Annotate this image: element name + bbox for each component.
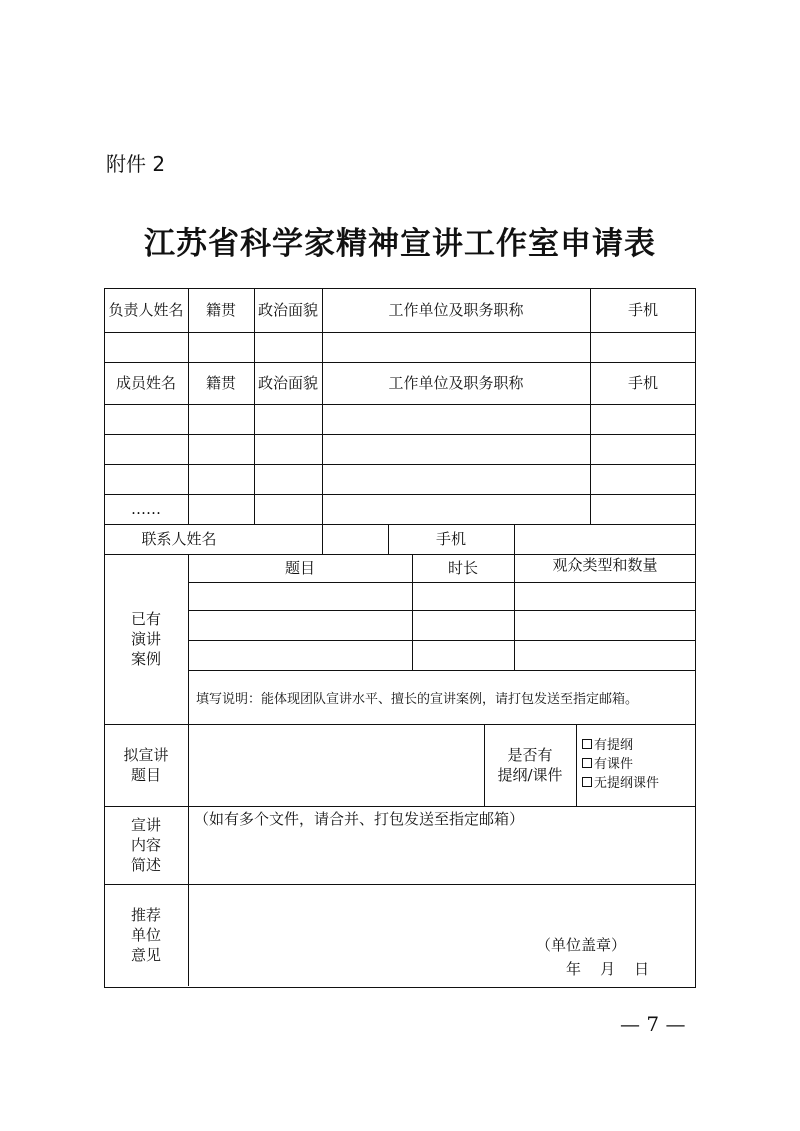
col-line xyxy=(576,724,577,806)
col-line xyxy=(514,524,515,554)
attachment-label: 附件 2 xyxy=(106,152,166,176)
row-line xyxy=(104,404,696,405)
proposed-topic-label-line: 题目 xyxy=(130,766,161,784)
option-no-outline-slides[interactable] xyxy=(582,774,659,793)
existing-cases-label-line: 已有 xyxy=(130,609,161,628)
existing-cases-label xyxy=(104,554,188,724)
row-line xyxy=(188,610,696,611)
leader-name-header: 负责人姓名 xyxy=(108,300,184,319)
contact-phone-label: 手机 xyxy=(435,529,466,548)
more-members-ellipsis: …… xyxy=(131,499,161,518)
leader-political-status-header: 政治面貌 xyxy=(257,300,318,319)
content-summary-label-line: 内容 xyxy=(130,835,161,854)
outline-question-label xyxy=(484,724,576,806)
row-line xyxy=(104,806,696,807)
row-line xyxy=(188,582,696,583)
row-line xyxy=(188,640,696,641)
row-line xyxy=(104,332,696,333)
member-name-header: 成员姓名 xyxy=(115,373,176,392)
option-label: 有提纲 xyxy=(594,738,634,753)
form-title: 江苏省科学家精神宣讲工作室申请表 xyxy=(144,226,656,262)
option-label: 有课件 xyxy=(594,757,634,772)
checkbox-icon xyxy=(582,758,592,768)
recommend-opinion-label-line: 推荐 xyxy=(130,905,161,924)
content-summary-label-line: 宣讲 xyxy=(130,815,161,834)
case-audience-header: 观众类型和数量 xyxy=(552,555,658,574)
content-summary-hint: （如有多个文件，请合并、打包发送至指定邮箱） xyxy=(194,810,525,828)
member-work-unit-header: 工作单位及职务职称 xyxy=(388,373,524,392)
date-text: 年 月 日 xyxy=(566,960,650,978)
proposed-topic-label-line: 拟宣讲 xyxy=(123,745,169,764)
row-line xyxy=(104,494,696,495)
leader-phone-header: 手机 xyxy=(627,300,658,319)
unit-seal-text: （单位盖章） xyxy=(536,936,627,954)
recommend-opinion-label-line: 单位 xyxy=(130,925,161,944)
row-line xyxy=(188,670,696,671)
page-number: — 7 — xyxy=(620,1012,686,1036)
contact-name-label: 联系人姓名 xyxy=(141,529,217,548)
recommend-opinion-label xyxy=(104,884,188,986)
case-duration-header: 时长 xyxy=(447,558,478,577)
row-line xyxy=(104,884,696,885)
row-line xyxy=(104,434,696,435)
member-native-place-header: 籍贯 xyxy=(205,373,236,392)
leader-native-place-header: 籍贯 xyxy=(205,300,236,319)
option-has-outline[interactable] xyxy=(582,736,659,755)
existing-cases-label-line: 案例 xyxy=(130,650,161,669)
option-has-slides[interactable] xyxy=(582,755,659,774)
cases-instruction: 填写说明：能体现团队宣讲水平、擅长的宣讲案例，请打包发送至指定邮箱。 xyxy=(196,692,639,707)
existing-cases-label-line: 演讲 xyxy=(130,629,161,648)
case-topic-header: 题目 xyxy=(284,558,315,577)
col-line xyxy=(188,554,189,986)
outline-options xyxy=(582,736,659,793)
outline-question-label-line: 提纲/课件 xyxy=(497,766,563,784)
content-summary-label-line: 简述 xyxy=(130,856,161,875)
recommend-opinion-label-line: 意见 xyxy=(130,946,161,965)
application-form xyxy=(104,288,696,988)
member-political-status-header: 政治面貌 xyxy=(257,373,318,392)
proposed-topic-label xyxy=(104,724,188,806)
row-line xyxy=(104,724,696,725)
leader-work-unit-header: 工作单位及职务职称 xyxy=(388,300,524,319)
content-summary-label xyxy=(104,806,188,884)
row-line xyxy=(104,464,696,465)
checkbox-icon xyxy=(582,739,592,749)
option-label: 无提纲课件 xyxy=(594,776,660,791)
outline-question-label-line: 是否有 xyxy=(507,745,553,764)
checkbox-icon xyxy=(582,777,592,787)
member-phone-header: 手机 xyxy=(627,373,658,392)
